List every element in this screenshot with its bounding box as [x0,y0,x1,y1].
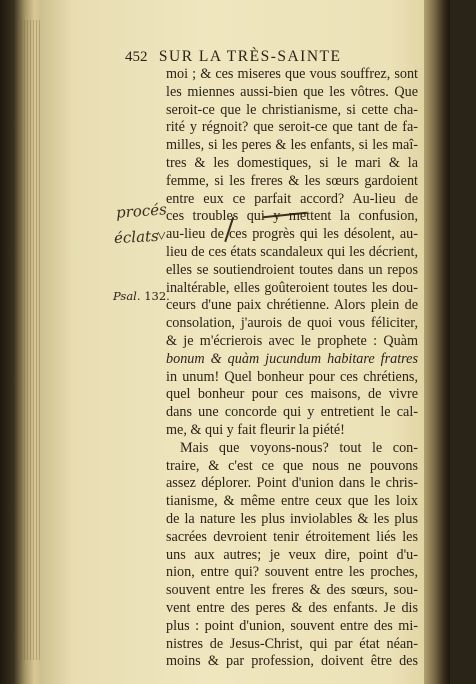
book-spine-shadow [424,0,450,684]
running-header [125,48,445,66]
text-line: sacrées devroient tenir étroitement liés les [166,528,418,545]
text-line: de la nature les plus inviolables & les plus [166,510,418,527]
text-line: femme, si les freres & les sœurs gardoient [166,172,418,189]
text-line-latin: bonum & quàm jucundum habitare fratres [166,350,418,367]
scripture-ref-book: Psal. [113,289,141,303]
text-line: lieu de ces états scandaleux qui les décrient, [166,243,418,260]
text-line: & je m'écrierois avec le prophete : Quàm [166,332,418,349]
text-line: traire, & c'est ce que nous ne pouvons [166,457,418,474]
text-line: souvent entre les freres & des sœurs, sou- [166,582,418,599]
text-line: uns aux autres; je veux dire, point d'u- [166,546,418,563]
text-line: nion, entre qui? souvent entre les proches, [166,564,418,581]
text-line: milles, si les peres & les enfants, si les maî- [166,137,418,154]
scripture-ref-number: 132. [144,289,170,303]
text-line: rité y régnoit? que seroit-ce que tant de fa- [166,119,418,136]
text-line: elles se soutiendroient toutes dans un repos [166,261,418,278]
text-line: inaltérable, elles goûteroient toutes les dou- [166,279,418,296]
running-title: SUR LA TRÈS-SAINTE [158,48,342,65]
text-line: ceurs d'une paix chrétienne. Alors plein de [166,297,418,314]
text-line: vent entre des peres & des enfants. Je dis [166,599,418,616]
text-line: entre eux ce parfait accord? Au-lieu de [166,190,418,207]
scripture-reference [113,289,170,303]
body-text [166,66,418,671]
ink-insertion-caret: ˅ [157,228,167,245]
text-line: quel bonheur pour ces maisons, de vivre [166,386,418,403]
text-line: tianisme, & même entre ceux que les loix [166,493,418,510]
handwritten-annotation-eclats: éclats [113,226,160,248]
text-line: me, & qui y fait fleurir la piété! [166,421,345,438]
text-line-paragraph-start: Mais que voyons-nous? tout le con- [180,439,418,456]
text-line: in unum! Quel bonheur pour ces chrétiens, [166,368,418,385]
handwritten-annotation-proces: procés [115,200,168,222]
text-line: consolation, j'aurois de quoi vous féliciter, [166,315,418,332]
text-line: moins & par profession, doivent être des [166,653,418,670]
text-line: tres & les domestiques, si le mari & la [166,154,418,171]
text-line: dans une concorde qui y entretient le cal- [166,404,418,421]
text-line: assez déplorer. Point d'union dans le chris- [166,475,418,492]
text-line: plus : point d'union, souvent entre des mi- [166,617,418,634]
text-line: les miennes aussi-bien que les vôtres. Que [166,83,418,100]
page-number: 452 [125,49,148,65]
text-line: ces troubles qui y mettent la confusion, [166,208,418,225]
text-line: seroit-ce que le christianisme, si cette cha- [166,101,418,118]
text-line: moi ; & ces miseres que vous souffrez, sont [166,66,418,82]
text-line: au-lieu de ces progrès qui les désolent, au- [166,226,418,243]
text-line: nistres de Jesus-Christ, qui par état néan- [166,635,418,652]
